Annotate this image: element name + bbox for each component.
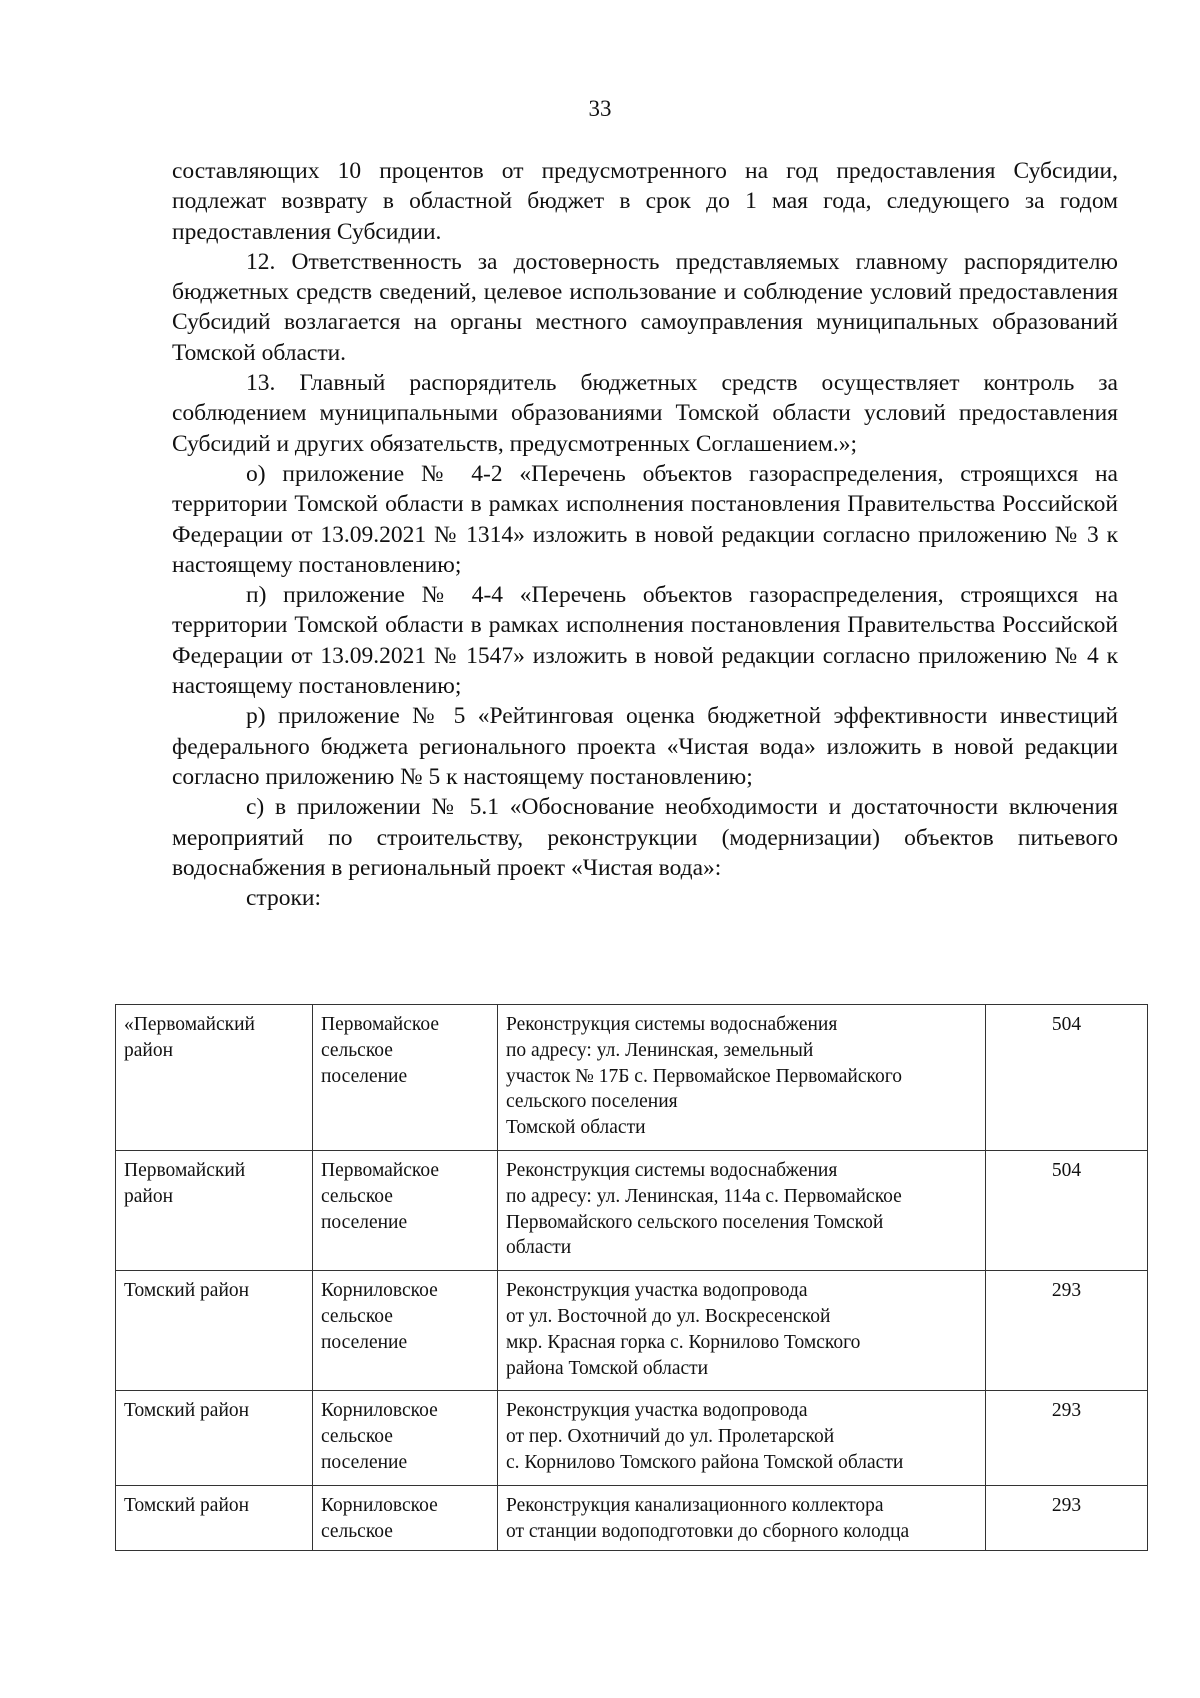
paragraph-4: о) приложение № 4-2 «Перечень объектов газораспределения, строящихся на территории Томской области в рамках исполнения постановления Правительства Российской Федерации от 13.09.2021 № 1314» изложить в новой редакции согласно приложению № 3 к настоящему постановлению; [172, 460, 1118, 578]
cell-line: сельское [321, 1185, 393, 1207]
cell-line: от станции водоподготовки до сборного колодца [506, 1520, 910, 1542]
cell-line: мкр. Красная горка с. Корнилово Томского [506, 1331, 861, 1353]
district-cell [116, 1271, 313, 1391]
cell-line: Первомайский [124, 1159, 246, 1181]
paragraph-1: составляющих 10 процентов от предусмотренного на год предоставления Субсидии, подлежат возврату в областной бюджет в срок до 1 мая года, следующего за годом предоставления Субсидии. [172, 158, 1118, 245]
district-cell [116, 1150, 313, 1270]
cell-line: Первомайского сельского поселения Томской [506, 1211, 884, 1233]
cell-line: Первомайское [321, 1014, 440, 1035]
cell-line: сельского поселения [506, 1091, 678, 1113]
cell-line: от ул. Восточной до ул. Воскресенской [506, 1305, 831, 1327]
cell-line: Томской области [506, 1117, 646, 1139]
cell-line: Реконструкция системы водоснабжения [506, 1159, 838, 1181]
paragraph-6: р) приложение № 5 «Рейтинговая оценка бюджетной эффективности инвестиций федерального бюджета регионального проекта «Чистая вода» изложить в новой редакции согласно приложению № 5 к настоящему постановлению; [172, 703, 1118, 790]
cell-line: сельское [321, 1520, 393, 1542]
settlement-cell [313, 1391, 498, 1485]
cell-line: район [124, 1185, 174, 1207]
cell-line: поселение [321, 1331, 408, 1353]
objects-table [115, 1004, 1148, 1551]
table-row [116, 1005, 1148, 1151]
cell-line: Реконструкция канализационного коллектора [506, 1494, 884, 1516]
value-cell: 293 [986, 1485, 1148, 1551]
district-cell [116, 1005, 313, 1151]
cell-line: поселение [321, 1451, 408, 1473]
page-number: 33 [588, 96, 612, 121]
cell-line: Томский район [124, 1494, 250, 1516]
value-cell: 504 [986, 1150, 1148, 1270]
settlement-cell [313, 1485, 498, 1551]
cell-line: сельское [321, 1426, 393, 1448]
cell-line: поселение [321, 1211, 408, 1233]
cell-line: по адресу: ул. Ленинская, земельный [506, 1039, 814, 1061]
settlement-cell [313, 1150, 498, 1270]
cell-line: поселение [321, 1065, 408, 1087]
cell-line: Томский район [124, 1400, 250, 1422]
paragraph-8: строки: [246, 885, 322, 912]
object-cell [498, 1391, 986, 1485]
paragraph-3: 13. Главный распорядитель бюджетных средств осуществляет контроль за соблюдением муниципальными образованиями Томской области условий предоставления Субсидий и других обязательств, предусмотренных Соглашением.»; [172, 370, 1118, 457]
value-cell: 293 [986, 1271, 1148, 1391]
paragraph-7: с) в приложении № 5.1 «Обоснование необходимости и достаточности включения мероприятий по строительству, реконструкции (модернизации) объектов питьевого водоснабжения в региональный проект «Чистая вода»: [172, 794, 1118, 881]
cell-line: Корниловское [321, 1494, 438, 1516]
cell-line: Реконструкция участка водопровода [506, 1400, 808, 1422]
cell-line: Корниловское [321, 1400, 438, 1422]
cell-line: с. Корнилово Томского района Томской области [506, 1451, 904, 1473]
object-cell [498, 1150, 986, 1270]
value-cell: 504 [986, 1005, 1148, 1151]
cell-line: по адресу: ул. Ленинская, 114а с. Первомайское [506, 1185, 902, 1207]
cell-line: Реконструкция системы водоснабжения [506, 1014, 838, 1035]
district-cell [116, 1391, 313, 1485]
cell-line: Реконструкция участка водопровода [506, 1280, 808, 1302]
table-row [116, 1150, 1148, 1270]
object-cell [498, 1485, 986, 1551]
cell-line: Томский район [124, 1280, 250, 1302]
cell-line: сельское [321, 1305, 393, 1327]
cell-line: «Первомайский [124, 1014, 255, 1035]
cell-line: участок № 17Б с. Первомайское Первомайского [506, 1065, 902, 1087]
object-cell [498, 1005, 986, 1151]
cell-line: Корниловское [321, 1280, 438, 1302]
table-row [116, 1271, 1148, 1391]
paragraph-5: п) приложение № 4-4 «Перечень объектов газораспределения, строящихся на территории Томской области в рамках исполнения постановления Правительства Российской Федерации от 13.09.2021 № 1547» изложить в новой редакции согласно приложению № 4 к настоящему постановлению; [172, 582, 1118, 700]
table-row [116, 1391, 1148, 1485]
value-cell: 293 [986, 1391, 1148, 1485]
settlement-cell [313, 1005, 498, 1151]
table-row [116, 1485, 1148, 1551]
document-body [172, 156, 1118, 913]
settlement-cell [313, 1271, 498, 1391]
cell-line: района Томской области [506, 1357, 709, 1379]
cell-line: области [506, 1237, 572, 1259]
cell-line: Первомайское [321, 1159, 440, 1181]
paragraph-2: 12. Ответственность за достоверность представляемых главному распорядителю бюджетных средств сведений, целевое использование и соблюдение условий предоставления Субсидий возлагается на органы местного самоуправления муниципальных образований Томской области. [172, 248, 1118, 366]
cell-line: сельское [321, 1039, 393, 1061]
object-cell [498, 1271, 986, 1391]
cell-line: район [124, 1039, 174, 1061]
district-cell [116, 1485, 313, 1551]
cell-line: от пер. Охотничий до ул. Пролетарской [506, 1426, 835, 1448]
